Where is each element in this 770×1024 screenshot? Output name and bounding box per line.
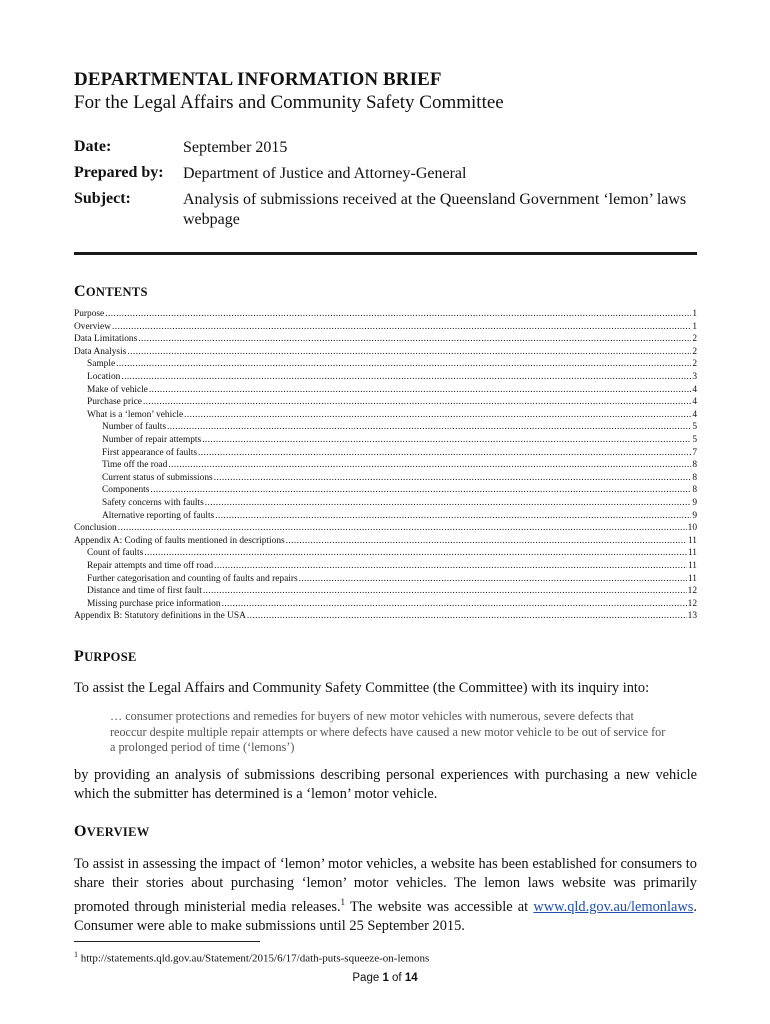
toc-item[interactable]	[74, 308, 697, 321]
prepared-by-value: Department of Justice and Attorney-General	[183, 165, 467, 182]
toc-item[interactable]	[102, 497, 697, 510]
toc-leader	[121, 371, 691, 384]
toc-item-page: 2	[692, 359, 697, 370]
toc-item-label: Components	[102, 485, 150, 496]
document-title: DEPARTMENTAL INFORMATION BRIEF	[74, 69, 442, 90]
toc-item-page: 13	[687, 611, 697, 622]
overview-text: To assist in assessing the impact of ‘lemon’ motor vehicles, a website has been established for consumers to share their stories about purchasing ‘lemon’ motor vehicles. The lemon laws website was primarily promoted through ministerial media releases.	[74, 856, 697, 915]
page-of: of	[388, 972, 405, 984]
toc-item[interactable]	[74, 321, 697, 334]
toc-item-page: 5	[692, 422, 697, 433]
toc-item[interactable]	[74, 346, 697, 359]
purpose-heading	[74, 648, 137, 666]
toc-item-page: 8	[692, 472, 697, 483]
toc-item[interactable]	[102, 459, 697, 472]
overview-heading	[74, 823, 150, 841]
page-total: 14	[404, 972, 418, 984]
toc-leader	[116, 358, 691, 371]
toc-item-label: Appendix A: Coding of faults mentioned in descriptions	[74, 535, 285, 546]
toc-item-page: 1	[692, 321, 697, 332]
toc-item-page: 11	[687, 573, 697, 584]
toc-leader	[127, 346, 691, 359]
page-current: 1	[382, 972, 389, 984]
toc-leader	[222, 598, 687, 611]
contents-heading-rest: ONTENTS	[85, 285, 148, 299]
toc-item[interactable]	[74, 522, 697, 535]
toc-item[interactable]	[102, 421, 697, 434]
document-subtitle: For the Legal Affairs and Community Safety Committee	[74, 92, 504, 113]
toc-item-page: 12	[687, 586, 697, 597]
toc-item-label: Alternative reporting of faults	[102, 510, 215, 521]
toc-item-label: Number of repair attempts	[102, 435, 202, 445]
inquiry-quote: … consumer protections and remedies for buyers of new motor vehicles with numerous, severe defects that reoccur despite multiple repair attempts or where defects have caused a new motor vehicle to be out of service for a prolonged period of time (‘lemons’)	[110, 709, 666, 754]
toc-leader	[299, 573, 687, 586]
toc-leader	[202, 434, 691, 447]
toc-leader	[286, 535, 687, 548]
toc-item-page: 11	[687, 535, 697, 546]
toc-leader	[112, 321, 691, 334]
toc-item-label: First appearance of faults	[102, 447, 198, 458]
header-divider	[74, 252, 697, 255]
toc-item-label: Time off the road	[102, 460, 168, 471]
purpose-intro: To assist the Legal Affairs and Community Safety Committee (the Committee) with its inquiry into:	[74, 680, 650, 696]
toc-leader	[184, 409, 691, 422]
toc-item-page: 9	[692, 510, 697, 521]
toc-item-label: Sample	[87, 359, 116, 370]
toc-item-label: Conclusion	[74, 523, 117, 534]
toc-leader	[149, 384, 691, 397]
toc-item[interactable]	[74, 535, 697, 548]
toc-item[interactable]	[87, 560, 697, 573]
toc-leader	[138, 333, 691, 346]
toc-leader	[203, 585, 687, 598]
toc-leader	[214, 560, 687, 573]
footnote-text[interactable]: http://statements.qld.gov.au/Statement/2015/6/17/dath-puts-squeeze-on-lemons	[78, 952, 430, 965]
toc-leader	[205, 497, 692, 510]
purpose-heading-rest: URPOSE	[84, 650, 137, 664]
prepared-by-label: Prepared by:	[74, 164, 164, 181]
toc-item[interactable]	[74, 333, 697, 346]
toc-item[interactable]	[87, 409, 697, 422]
toc-leader	[143, 396, 691, 409]
footnote-number: 1	[74, 950, 78, 959]
toc-item[interactable]	[87, 358, 697, 371]
toc-item-label: Appendix B: Statutory definitions in the USA	[74, 611, 246, 622]
toc-item-label: Data Analysis	[74, 346, 127, 357]
purpose-body: by providing an analysis of submissions describing personal experiences with purchasing a new vehicle which the submitter has determined is a ‘lemon’ motor vehicle.	[74, 767, 697, 802]
date-label: Date:	[74, 138, 112, 155]
toc-item[interactable]	[87, 384, 697, 397]
toc-item-label: Purpose	[74, 309, 105, 319]
toc-item-label: Overview	[74, 321, 111, 332]
toc-item-page: 12	[687, 598, 697, 609]
toc-item[interactable]	[102, 447, 697, 460]
toc-item-label: Count of faults	[87, 548, 144, 559]
date-value: September 2015	[183, 139, 288, 156]
toc-leader	[144, 547, 687, 560]
toc-item-label: Distance and time of first fault	[87, 586, 202, 597]
overview-heading-rest: VERVIEW	[86, 825, 150, 839]
toc-item[interactable]	[87, 547, 697, 560]
lemonlaws-link[interactable]: www.qld.gov.au/lemonlaws	[533, 898, 694, 915]
toc-item[interactable]	[87, 598, 697, 611]
toc-item[interactable]	[102, 472, 697, 485]
toc-item-label: Missing purchase price information	[87, 598, 221, 609]
toc-item-page: 8	[692, 460, 697, 471]
page-number	[0, 972, 770, 984]
toc-item-page: 5	[692, 435, 697, 445]
toc-leader	[167, 421, 691, 434]
toc-item-page: 11	[687, 561, 697, 571]
toc-leader	[168, 459, 691, 472]
toc-item[interactable]	[102, 434, 697, 447]
toc-item[interactable]	[87, 573, 697, 586]
purpose-heading-initial: P	[74, 648, 85, 665]
toc-item-page: 2	[692, 346, 697, 357]
toc-item-label: Data Limitations	[74, 334, 138, 345]
toc-item-page: 2	[692, 334, 697, 345]
toc-item-page: 10	[687, 523, 697, 534]
toc-leader	[215, 510, 691, 523]
toc-item-page: 4	[692, 397, 697, 408]
footnote-ref[interactable]: 1	[340, 897, 346, 907]
toc-item[interactable]	[74, 610, 697, 623]
toc-item-page: 1	[692, 309, 697, 319]
toc-item-label: Current status of submissions	[102, 472, 213, 483]
footnote	[74, 950, 429, 965]
toc-leader	[105, 308, 691, 321]
toc-leader	[198, 447, 691, 460]
toc-item[interactable]	[87, 371, 697, 384]
overview-text-2: The website was accessible at	[345, 898, 534, 915]
overview-text-end: . Consumer were able to make submissions until 25 September 2015.	[74, 898, 697, 934]
subject-label: Subject:	[74, 190, 131, 207]
toc-item-page: 7	[692, 447, 697, 458]
toc-item[interactable]	[87, 396, 697, 409]
toc-item-label: Number of faults	[102, 422, 167, 433]
toc-item[interactable]	[102, 484, 697, 497]
toc-item-label: Make of vehicle	[87, 384, 148, 395]
toc-item-label: Further categorisation and counting of faults and repairs	[87, 573, 298, 584]
toc-item-page: 3	[692, 372, 697, 382]
contents-heading	[74, 283, 148, 301]
contents-heading-initial: C	[74, 283, 86, 300]
overview-body	[74, 855, 697, 936]
toc-item-page: 11	[687, 548, 697, 559]
toc-item[interactable]	[87, 585, 697, 598]
toc-leader	[247, 610, 687, 623]
page-prefix: Page	[352, 972, 383, 984]
toc-item-label: Location	[87, 372, 121, 382]
toc-item[interactable]	[102, 510, 697, 523]
toc-leader	[150, 484, 691, 497]
toc-item-page: 8	[692, 485, 697, 496]
toc-item-page: 9	[692, 498, 697, 508]
toc-item-label: Safety concerns with faults	[102, 498, 204, 508]
toc-item-label: What is a ‘lemon’ vehicle	[87, 409, 184, 420]
toc-item-page: 4	[692, 384, 697, 395]
overview-heading-initial: O	[74, 823, 87, 840]
toc-leader	[214, 472, 692, 485]
toc-leader	[118, 522, 687, 535]
toc-item-page: 4	[692, 409, 697, 420]
subject-value: Analysis of submissions received at the Queensland Government ‘lemon’ laws webpage	[183, 191, 687, 228]
toc-item-label: Repair attempts and time off road	[87, 561, 214, 571]
footnote-divider	[74, 941, 260, 942]
toc-item-label: Purchase price	[87, 397, 142, 408]
